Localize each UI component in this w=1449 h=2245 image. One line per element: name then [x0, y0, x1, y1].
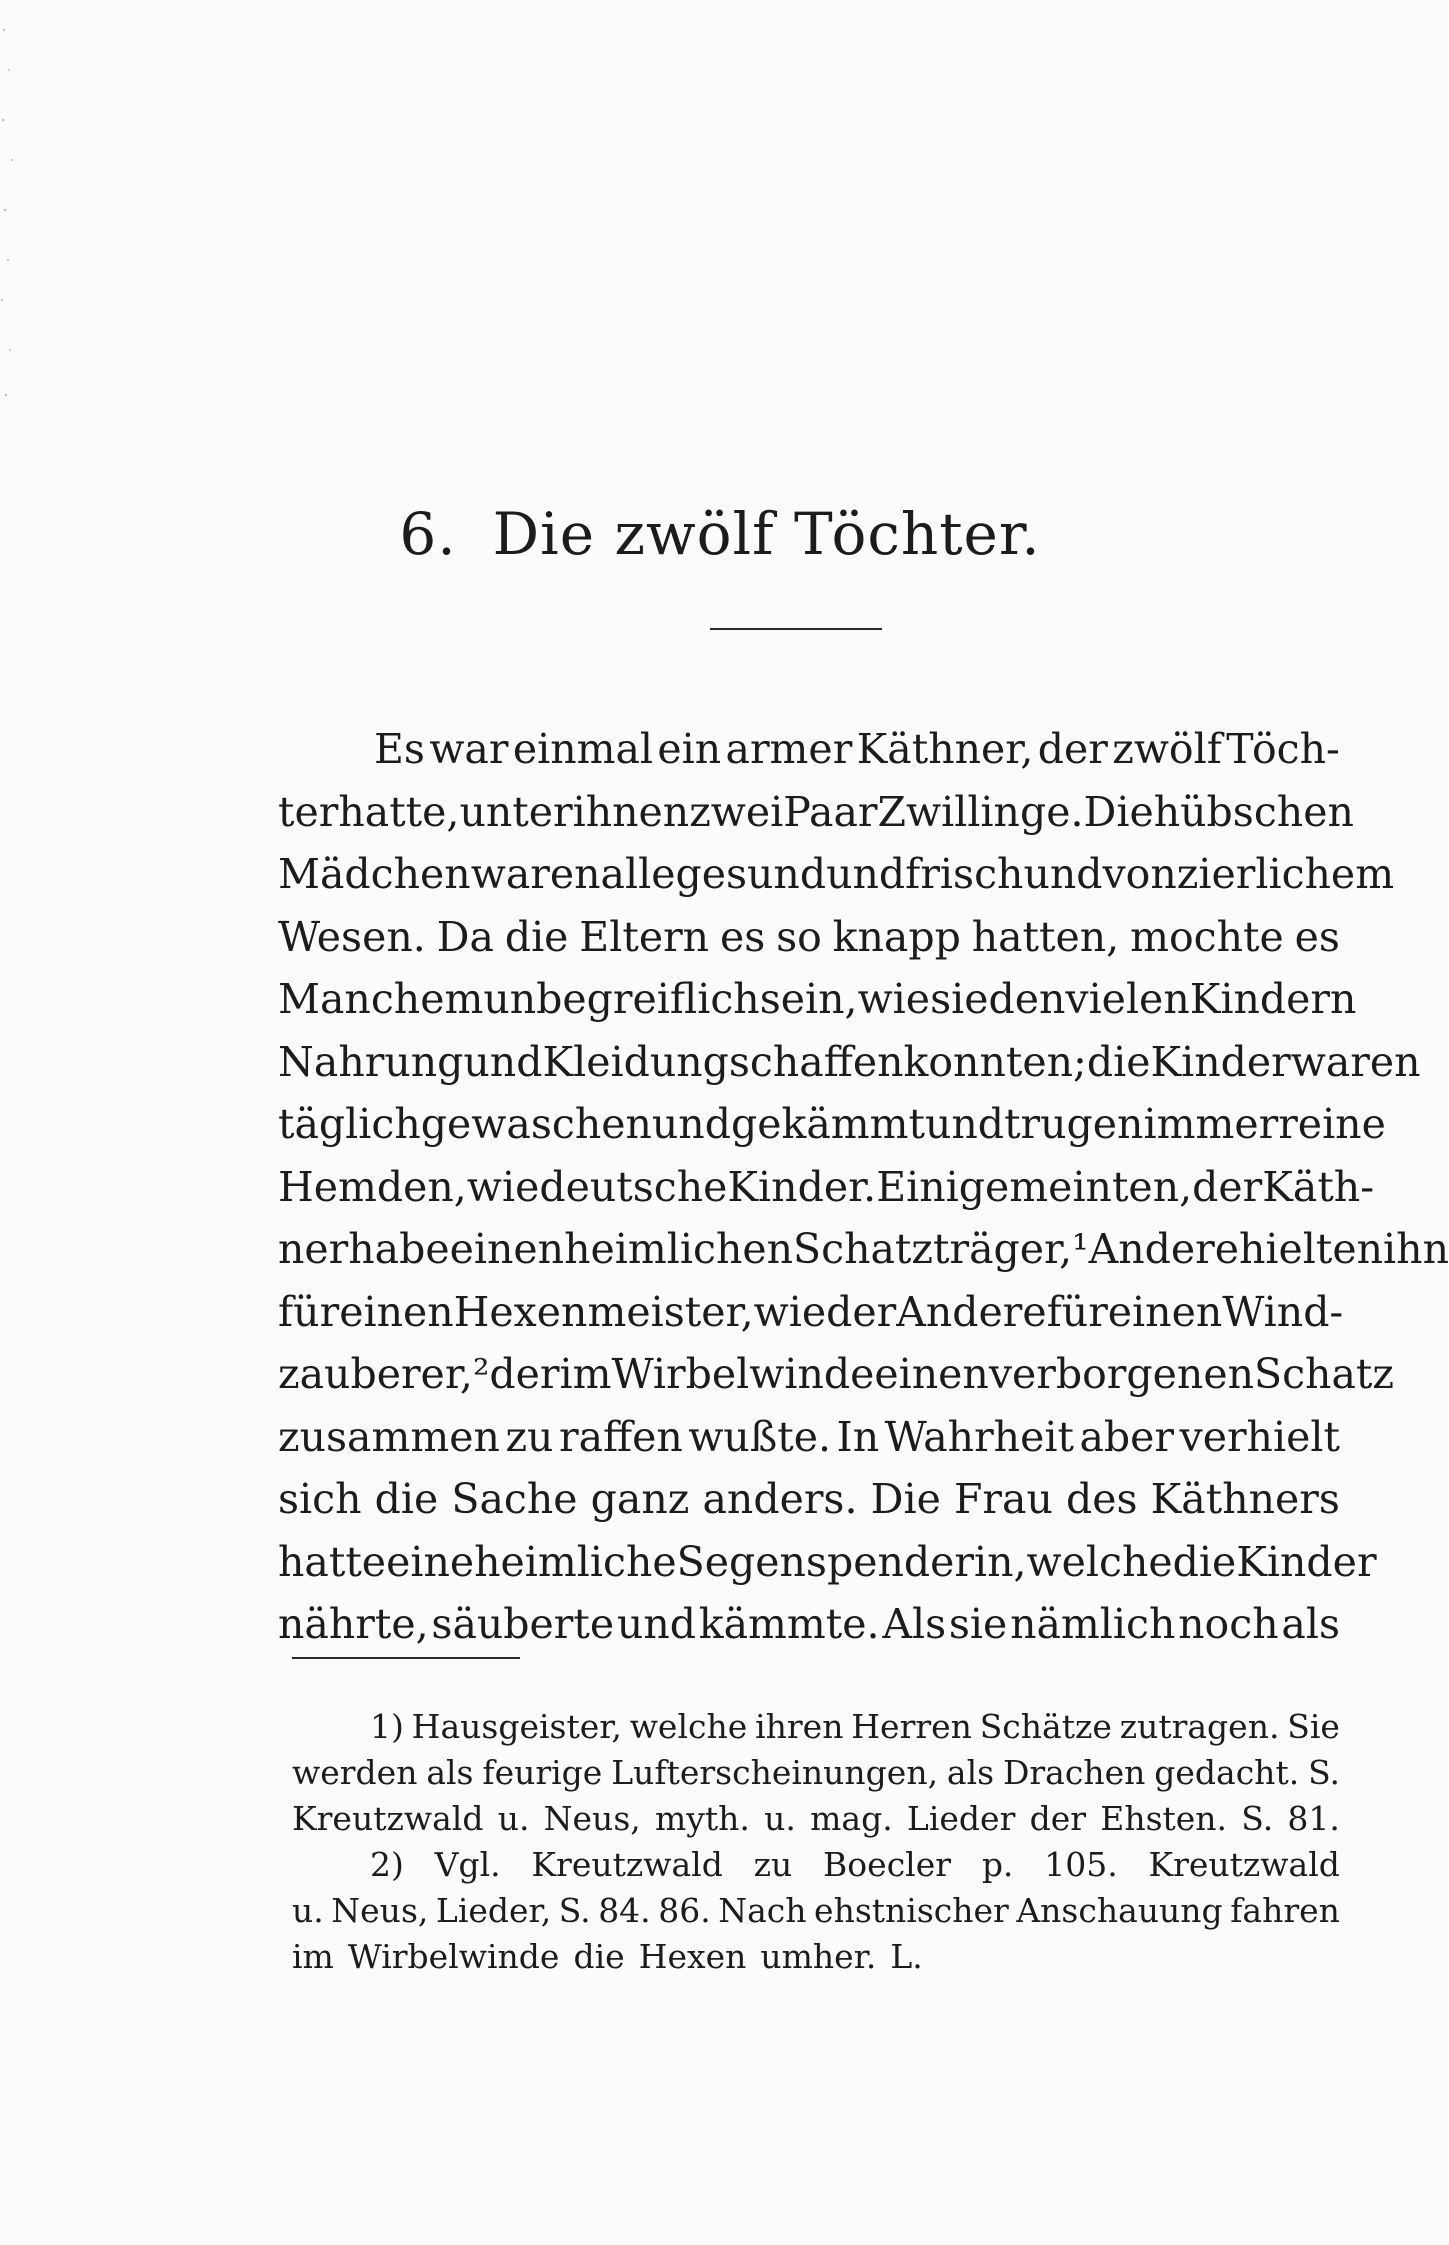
- word: die: [504, 912, 569, 961]
- word: Zwillinge.: [877, 787, 1084, 836]
- word: habe: [348, 1225, 450, 1273]
- page-edge-speckles: [0, 0, 20, 420]
- word: noch: [1178, 1600, 1279, 1648]
- word: welche: [1026, 1537, 1173, 1586]
- footnote-word: ehstnischer: [814, 1891, 1009, 1930]
- footnote-word: Vgl.: [434, 1845, 501, 1884]
- footnote-word: S.: [1308, 1753, 1340, 1792]
- word: als: [1281, 1600, 1340, 1648]
- word: Paar: [783, 787, 878, 836]
- word: Hexenmeister,: [453, 1287, 754, 1336]
- word: Kinder: [1236, 1537, 1377, 1586]
- word: der: [1192, 1162, 1263, 1211]
- footnote-line: [292, 1704, 1340, 1750]
- word: einen: [339, 1287, 454, 1336]
- word: für: [278, 1287, 340, 1336]
- text-line: [278, 1343, 1394, 1406]
- word: vielen: [1065, 975, 1190, 1023]
- word: im: [559, 1350, 612, 1398]
- footnote-line: [292, 1888, 1340, 1934]
- footnote-word: Neus,: [543, 1799, 641, 1838]
- footnote-word: Drachen: [1002, 1753, 1146, 1792]
- word: heimlichen: [564, 1225, 794, 1273]
- word: sein,: [759, 975, 858, 1023]
- word: von: [1102, 850, 1177, 898]
- word: konnten;: [903, 1037, 1087, 1086]
- footnote-word: feurige: [482, 1753, 603, 1792]
- chapter-title-text: Die zwölf Töchter.: [492, 500, 1041, 568]
- word: und: [616, 1600, 696, 1648]
- text-line: [278, 1031, 1421, 1094]
- word: verhielt: [1179, 1412, 1340, 1461]
- word: Kindern: [1189, 975, 1357, 1023]
- word: nämlich: [1010, 1600, 1176, 1648]
- text-line: [278, 1218, 1449, 1281]
- word: der: [489, 1350, 560, 1398]
- footnote-word: Ehsten.: [1100, 1799, 1228, 1838]
- footnote-word: fahren: [1230, 1891, 1340, 1930]
- footnote-word: 86.: [658, 1891, 711, 1930]
- word: verborgenen: [988, 1350, 1254, 1398]
- footnote-word: umher.: [760, 1937, 877, 1976]
- footnote-word: Lufterscheinungen,: [611, 1753, 939, 1792]
- word: gesund: [675, 850, 827, 898]
- word: und: [463, 1037, 543, 1086]
- word: es: [1294, 912, 1340, 961]
- footnote-line: [292, 1750, 1340, 1796]
- word: trugen: [1004, 1100, 1144, 1148]
- footnote-word: 1): [370, 1707, 404, 1746]
- word: war: [429, 725, 509, 773]
- footnote-word: als: [946, 1753, 995, 1792]
- word: Andere: [1088, 1225, 1239, 1273]
- text-line: [278, 1406, 1340, 1469]
- footnote-word: Kreutzwald: [1148, 1845, 1340, 1884]
- word: Die: [1083, 787, 1154, 836]
- word: Kinder: [1150, 1037, 1291, 1086]
- word: kämmte.: [698, 1600, 880, 1648]
- word: und: [651, 1100, 731, 1148]
- text-line: [278, 781, 1354, 844]
- footnote-word: Hexen: [638, 1937, 747, 1976]
- word: heimliche: [474, 1537, 677, 1586]
- word: nährte,: [278, 1600, 429, 1648]
- word: Segenspenderin,: [676, 1537, 1027, 1586]
- word: wie: [466, 1162, 540, 1211]
- word: Hemden,: [278, 1162, 467, 1211]
- footnote-word: u.: [292, 1891, 324, 1930]
- footnote-word: Lieder,: [435, 1891, 552, 1930]
- word: Käthners: [1150, 1475, 1340, 1523]
- word: des: [1065, 1475, 1138, 1523]
- word: Töch-: [1226, 725, 1340, 773]
- footnote-word: S.: [1241, 1799, 1274, 1838]
- word: ter: [278, 787, 339, 836]
- word: sie: [948, 1600, 1008, 1648]
- footnote-divider: [292, 1657, 520, 1659]
- footnote-word: welche: [629, 1707, 748, 1746]
- word: Die: [870, 1475, 941, 1523]
- word: der: [1037, 725, 1108, 773]
- word: Es: [374, 725, 425, 773]
- footnote-word: werden: [292, 1753, 418, 1792]
- word: säuberte: [431, 1600, 615, 1648]
- word: ihn: [1383, 1225, 1449, 1273]
- word: Mädchen: [278, 850, 471, 898]
- word: immer: [1143, 1100, 1279, 1148]
- word: aber: [1079, 1412, 1175, 1461]
- word: zwölf: [1112, 725, 1222, 773]
- word: In: [836, 1412, 880, 1461]
- footnote-word: ihren: [755, 1707, 844, 1746]
- footnote-word: der: [1029, 1799, 1087, 1838]
- word: hatte,: [338, 787, 460, 836]
- footnote-word: Herren: [851, 1707, 972, 1746]
- body-paragraph: [278, 718, 1449, 1656]
- word: täglich: [278, 1100, 421, 1148]
- footnote-word: als: [426, 1753, 474, 1792]
- word: Als: [882, 1600, 947, 1648]
- word: Wind-: [1222, 1287, 1344, 1336]
- word: frisch: [905, 850, 1024, 898]
- footnote-word: Hausgeister,: [411, 1707, 622, 1746]
- word: armer: [725, 725, 853, 773]
- word: wie: [857, 975, 931, 1023]
- word: die: [1172, 1537, 1237, 1586]
- footnote-word: S.: [558, 1891, 591, 1930]
- text-line: [278, 1531, 1377, 1594]
- word: einen: [1107, 1287, 1223, 1336]
- word: Manchem: [278, 975, 484, 1023]
- word: unbegreiflich: [483, 975, 760, 1023]
- title-divider: [710, 628, 882, 630]
- word: Wesen.: [278, 912, 426, 961]
- footnote-word: Anschauung: [1016, 1891, 1223, 1930]
- word: Frau: [953, 1475, 1053, 1523]
- footnote-word: gedacht.: [1154, 1753, 1300, 1792]
- word: Wahrheit: [884, 1412, 1074, 1461]
- word: reine: [1278, 1100, 1386, 1148]
- footnote-word: 105.: [1044, 1845, 1118, 1884]
- word: alle: [600, 850, 676, 898]
- text-line: [278, 1093, 1386, 1156]
- word: anders.: [702, 1475, 858, 1523]
- word: knapp: [832, 912, 961, 961]
- word: waren: [470, 850, 601, 898]
- word: einen: [874, 1350, 989, 1398]
- chapter-number: 6.: [399, 500, 457, 568]
- word: hübschen: [1153, 787, 1354, 836]
- footnote-word: L.: [890, 1937, 923, 1976]
- footnote-word: Schätze: [979, 1707, 1112, 1746]
- word: Käthner,: [856, 725, 1034, 773]
- word: Wirbelwinde: [611, 1350, 875, 1398]
- text-line: [278, 906, 1340, 969]
- word: wußte.: [688, 1412, 831, 1461]
- footnote-word: Lieder: [906, 1799, 1016, 1838]
- footnote-word: Neus,: [331, 1891, 429, 1930]
- footnote-word: u.: [764, 1799, 796, 1838]
- word: Schatz: [1253, 1350, 1394, 1398]
- word: raffen: [558, 1412, 683, 1461]
- word: sie: [930, 975, 989, 1023]
- text-line: [278, 968, 1357, 1031]
- footnotes: [292, 1704, 1340, 1980]
- word: Einige: [876, 1162, 1010, 1211]
- footnote-word: p.: [981, 1845, 1014, 1884]
- word: eine: [386, 1537, 475, 1586]
- footnote-word: Nach: [718, 1891, 807, 1930]
- footnote-word: u.: [497, 1799, 530, 1838]
- word: einmal: [512, 725, 654, 773]
- word: Schatzträger,¹: [793, 1225, 1089, 1273]
- footnote-word: Wirbelwinde: [347, 1937, 560, 1976]
- text-line: [278, 1156, 1375, 1219]
- word: meinten,: [1009, 1162, 1193, 1211]
- footnote-word: mag.: [810, 1799, 893, 1838]
- footnote-word: 81.: [1287, 1799, 1340, 1838]
- word: und: [1023, 850, 1103, 898]
- footnote-word: im: [292, 1937, 334, 1976]
- word: sich: [278, 1475, 362, 1523]
- footnote-line: [292, 1934, 1340, 1980]
- word: Kleidung: [542, 1037, 729, 1086]
- word: gewaschen: [420, 1100, 652, 1148]
- word: die: [1086, 1037, 1151, 1086]
- footnote-word: 84.: [598, 1891, 651, 1930]
- footnote-word: zu: [753, 1845, 793, 1884]
- footnote-line: [292, 1842, 1340, 1888]
- word: zwei: [689, 787, 784, 836]
- footnote-word: Boecler: [823, 1845, 952, 1884]
- word: so: [776, 912, 822, 961]
- text-line: [278, 1468, 1340, 1531]
- word: waren: [1290, 1037, 1421, 1086]
- footnote-word: Kreutzwald: [292, 1799, 484, 1838]
- text-line: [278, 843, 1395, 906]
- word: einen: [449, 1225, 565, 1273]
- footnote-word: zutragen.: [1119, 1707, 1280, 1746]
- word: Käth-: [1262, 1162, 1375, 1211]
- text-line: [278, 718, 1340, 781]
- footnote-word: die: [573, 1937, 625, 1976]
- word: mochte: [1130, 912, 1284, 961]
- word: Andere: [896, 1287, 1047, 1336]
- word: wieder: [753, 1287, 897, 1336]
- word: Eltern: [579, 912, 710, 961]
- word: ihnen: [572, 787, 690, 836]
- word: zierlichem: [1176, 850, 1395, 898]
- word: es: [719, 912, 766, 961]
- word: den: [988, 975, 1066, 1023]
- word: die: [374, 1475, 439, 1523]
- word: unter: [459, 787, 573, 836]
- word: Kinder.: [727, 1162, 877, 1211]
- word: Da: [436, 912, 494, 961]
- word: ein: [657, 725, 722, 773]
- footnote-word: 2): [370, 1845, 404, 1884]
- text-line: [278, 1281, 1344, 1344]
- word: Sache: [451, 1475, 578, 1523]
- word: zusammen: [278, 1412, 500, 1461]
- word: ganz: [590, 1475, 690, 1523]
- word: hielten: [1239, 1225, 1384, 1273]
- text-line: [278, 1593, 1340, 1656]
- word: hatten,: [971, 912, 1120, 961]
- word: schaffen: [728, 1037, 904, 1086]
- word: und: [925, 1100, 1005, 1148]
- word: für: [1046, 1287, 1108, 1336]
- word: zu: [505, 1412, 554, 1461]
- word: Nahrung: [278, 1037, 464, 1086]
- word: gekämmt: [730, 1100, 925, 1148]
- chapter-title: [0, 500, 1440, 568]
- word: und: [826, 850, 906, 898]
- word: ner: [278, 1225, 349, 1273]
- word: deutsche: [539, 1162, 728, 1211]
- footnote-line: [292, 1796, 1340, 1842]
- word: zauberer,²: [278, 1350, 490, 1398]
- word: hatte: [278, 1537, 387, 1586]
- footnote-word: myth.: [654, 1799, 750, 1838]
- footnote-word: Sie: [1287, 1707, 1340, 1746]
- footnote-word: Kreutzwald: [531, 1845, 723, 1884]
